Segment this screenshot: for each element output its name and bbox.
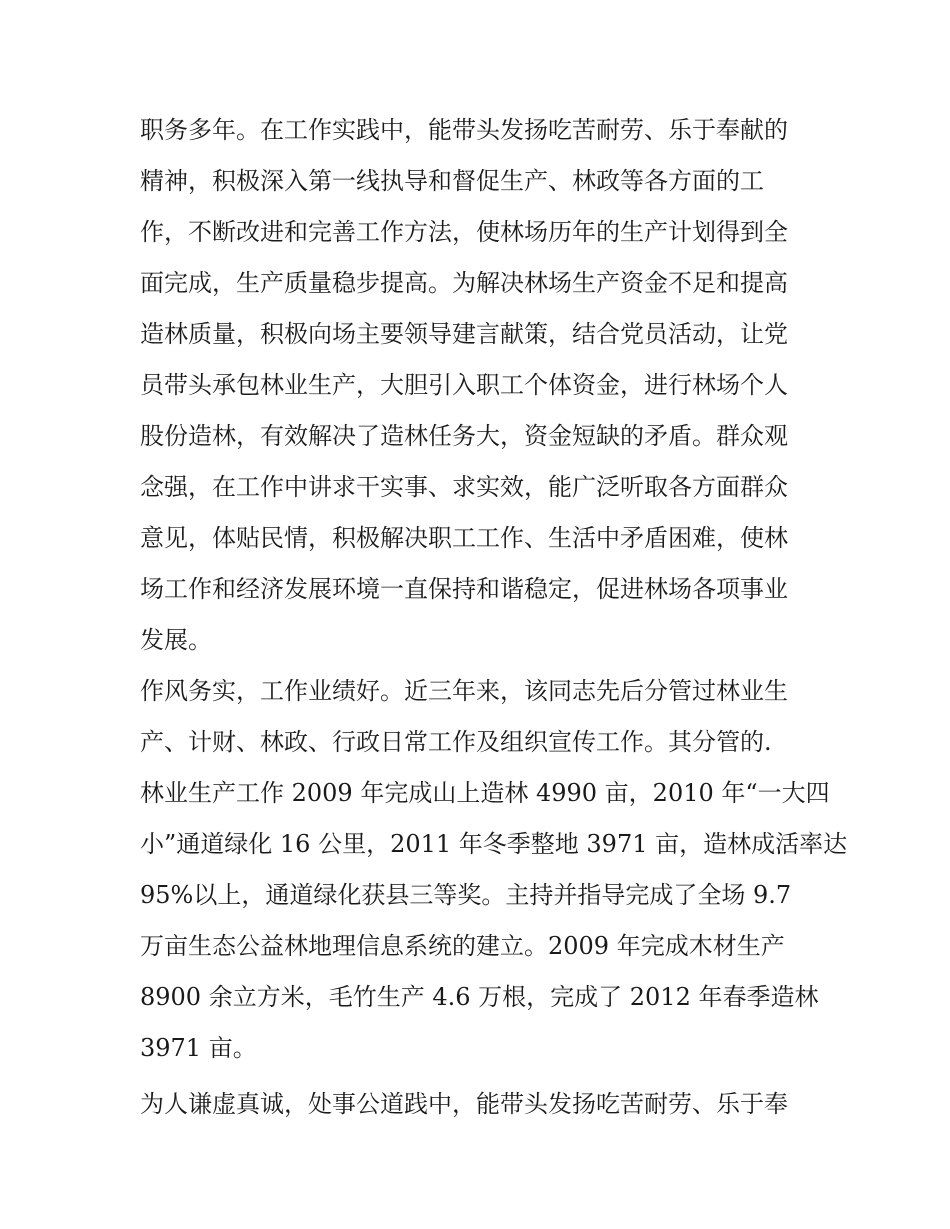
paragraph-2-line-8: 3971 亩。: [140, 1034, 257, 1062]
paragraph-1-line-7: 股份造林，有效解决了造林任务大，资金短缺的矛盾。群众观: [140, 422, 788, 450]
paragraph-2-line-5: 95%以上，通道绿化获县三等奖。主持并指导完成了全场 9.7: [140, 881, 792, 909]
paragraph-2-line-7: 8900 余立方米，毛竹生产 4.6 万根，完成了 2012 年春季造林: [140, 983, 819, 1011]
paragraph-1-line-8: 念强，在工作中讲求干实事、求实效，能广泛听取各方面群众: [140, 473, 788, 501]
paragraph-1-line-6: 员带头承包林业生产，大胆引入职工个体资金，进行林场个人: [140, 371, 788, 399]
paragraph-1-line-10: 场工作和经济发展环境一直保持和谐稳定，促进林场各项事业: [140, 575, 788, 603]
paragraph-1-line-1: 职务多年。在工作实践中，能带头发扬吃苦耐劳、乐于奉献的: [140, 116, 788, 144]
paragraph-2-line-4: 小”通道绿化 16 公里，2011 年冬季整地 3971 亩，造林成活率达: [140, 830, 848, 858]
paragraph-1-line-9: 意见，体贴民情，积极解决职工工作、生活中矛盾困难，使林: [140, 524, 788, 552]
paragraph-1-line-5: 造林质量，积极向场主要领导建言献策，结合党员活动，让党: [140, 320, 788, 348]
paragraph-2-line-1: 作风务实，工作业绩好。近三年来，该同志先后分管过林业生: [140, 677, 788, 705]
paragraph-1-line-3: 作，不断改进和完善工作方法，使林场历年的生产计划得到全: [140, 218, 788, 246]
paragraph-3-line-1: 为人谦虚真诚，处事公道践中，能带头发扬吃苦耐劳、乐于奉: [140, 1090, 788, 1118]
paragraph-2-line-2: 产、计财、林政、行政日常工作及组织宣传工作。其分管的.: [140, 728, 772, 756]
paragraph-1-line-11: 发展。: [140, 626, 212, 654]
paragraph-2-line-6: 万亩生态公益林地理信息系统的建立。2009 年完成木材生产: [140, 932, 785, 960]
paragraph-1-line-4: 面完成，生产质量稳步提高。为解决林场生产资金不足和提高: [140, 269, 788, 297]
paragraph-1-line-2: 精神，积极深入第一线执导和督促生产、林政等各方面的工: [140, 167, 764, 195]
paragraph-2-line-3: 林业生产工作 2009 年完成山上造林 4990 亩，2010 年“一大四: [140, 779, 830, 807]
